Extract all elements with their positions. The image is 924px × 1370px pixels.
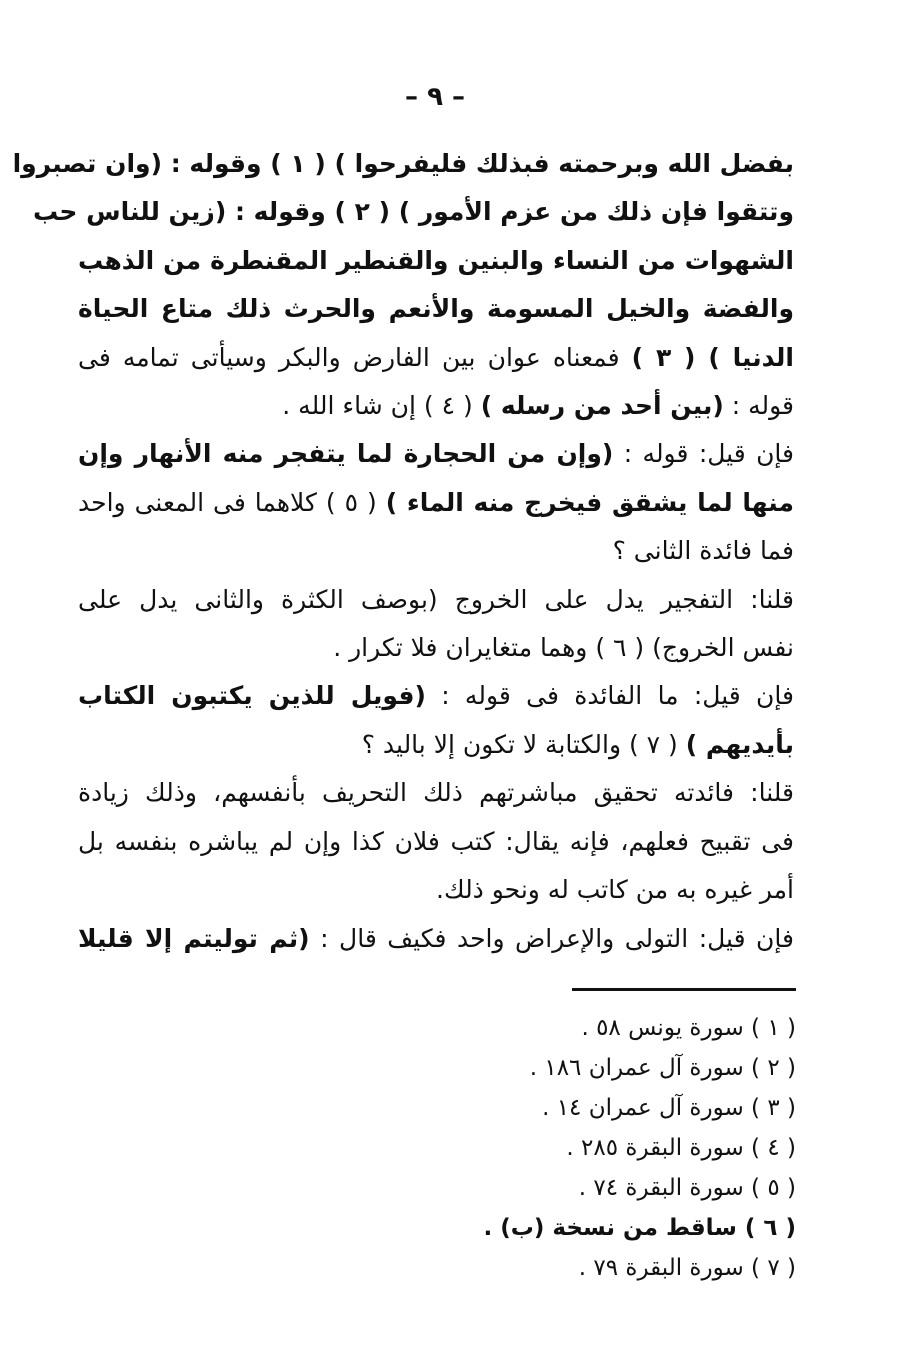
main-text bbox=[12, 140, 794, 963]
footnote-item: ( ٤ ) سورة البقرة ٢٨٥ . bbox=[566, 1135, 796, 1161]
paragraph-1 bbox=[12, 140, 794, 430]
text-fragment: فإن قيل: التولى والإعراض واحد فكيف قال : bbox=[309, 923, 794, 953]
text-line: بفضل الله وبرحمته فبذلك فليفرحوا ) ( ١ ) وقوله : (وان تصبروا bbox=[12, 149, 794, 178]
quran-verse-line: الشهوات من النساء والبنين والقنطير المقنطرة من الذهب bbox=[78, 245, 794, 275]
footnote-item: ( ٢ ) سورة آل عمران ١٨٦ . bbox=[529, 1055, 796, 1081]
footnote-separator bbox=[572, 988, 796, 991]
text-fragment: فمعناه عوان بين الفارض والبكر وسيأتى تمامه فى bbox=[78, 342, 632, 372]
quran-verse-fragment: الدنيا ) ( ٣ ) bbox=[631, 342, 794, 372]
footnotes-list bbox=[476, 1008, 796, 1288]
footnote-item: ( ٦ ) ساقط من نسخة (ب) . bbox=[483, 1215, 796, 1241]
footnote-item: ( ٥ ) سورة البقرة ٧٤ . bbox=[578, 1175, 796, 1201]
quran-verse-fragment: (بين أحد من رسله ) bbox=[480, 391, 724, 421]
text-fragment: ( ٧ ) والكتابة لا تكون إلا باليد ؟ bbox=[361, 729, 686, 759]
quran-verse-line: والفضة والخيل المسومة والأنعم والحرث ذلك متاع الحياة bbox=[78, 294, 794, 324]
footnote-item: ( ١ ) سورة يونس ٥٨ . bbox=[581, 1015, 796, 1041]
quran-verse-fragment: بأيديهم ) bbox=[685, 729, 794, 759]
text-line bbox=[78, 479, 794, 527]
paragraph-2 bbox=[78, 430, 794, 575]
footnote-item: ( ٧ ) سورة البقرة ٧٩ . bbox=[578, 1255, 796, 1281]
paragraph-5 bbox=[78, 769, 794, 914]
text-line bbox=[78, 915, 794, 963]
text-line bbox=[78, 672, 794, 720]
footnote-item: ( ٣ ) سورة آل عمران ١٤ . bbox=[542, 1095, 796, 1121]
text-line: فما فائدة الثانى ؟ bbox=[612, 536, 794, 566]
quran-verse-fragment: (وإن من الحجارة لما يتفجر منه الأنهار وإن bbox=[78, 439, 614, 469]
paragraph-4 bbox=[78, 672, 794, 769]
text-fragment: ( ٤ ) إن شاء الله . bbox=[282, 391, 481, 421]
text-fragment: ( ٥ ) كلاهما فى المعنى واحد bbox=[78, 487, 386, 517]
quran-verse-fragment: منها لما يشقق فيخرج منه الماء ) bbox=[385, 487, 794, 517]
text-line: قلنا: فائدته تحقيق مباشرتهم ذلك التحريف بأنفسهم، وذلك زيادة bbox=[78, 778, 794, 808]
paragraph-6 bbox=[78, 915, 794, 963]
text-line: فى تقبيح فعلهم، فإنه يقال: كتب فلان كذا وإن لم يباشره بنفسه بل bbox=[78, 826, 794, 856]
quran-verse-fragment: (فويل للذين يكتبون الكتاب bbox=[78, 681, 426, 711]
text-line bbox=[78, 382, 794, 430]
text-fragment: قوله : bbox=[723, 391, 794, 421]
quran-verse-fragment: (ثم توليتم إلا قليلا bbox=[78, 923, 310, 953]
text-fragment: فإن قيل: قوله : bbox=[613, 439, 794, 469]
page-number: – ٩ – bbox=[405, 82, 465, 112]
text-line: أمر غيره به من كاتب له ونحو ذلك. bbox=[436, 875, 794, 905]
text-fragment: فإن قيل: ما الفائدة فى قوله : bbox=[425, 681, 794, 711]
text-line: نفس الخروج) ( ٦ ) وهما متغايران فلا تكرار . bbox=[333, 633, 794, 663]
text-line bbox=[78, 721, 794, 769]
text-line bbox=[78, 430, 794, 478]
text-line: قلنا: التفجير يدل على الخروج (بوصف الكثرة والثانى يدل على bbox=[78, 584, 794, 614]
paragraph-3 bbox=[78, 576, 794, 673]
text-line bbox=[78, 334, 794, 382]
text-line: وتتقوا فإن ذلك من عزم الأمور ) ( ٢ ) وقوله : (زين للناس حب bbox=[32, 197, 794, 227]
